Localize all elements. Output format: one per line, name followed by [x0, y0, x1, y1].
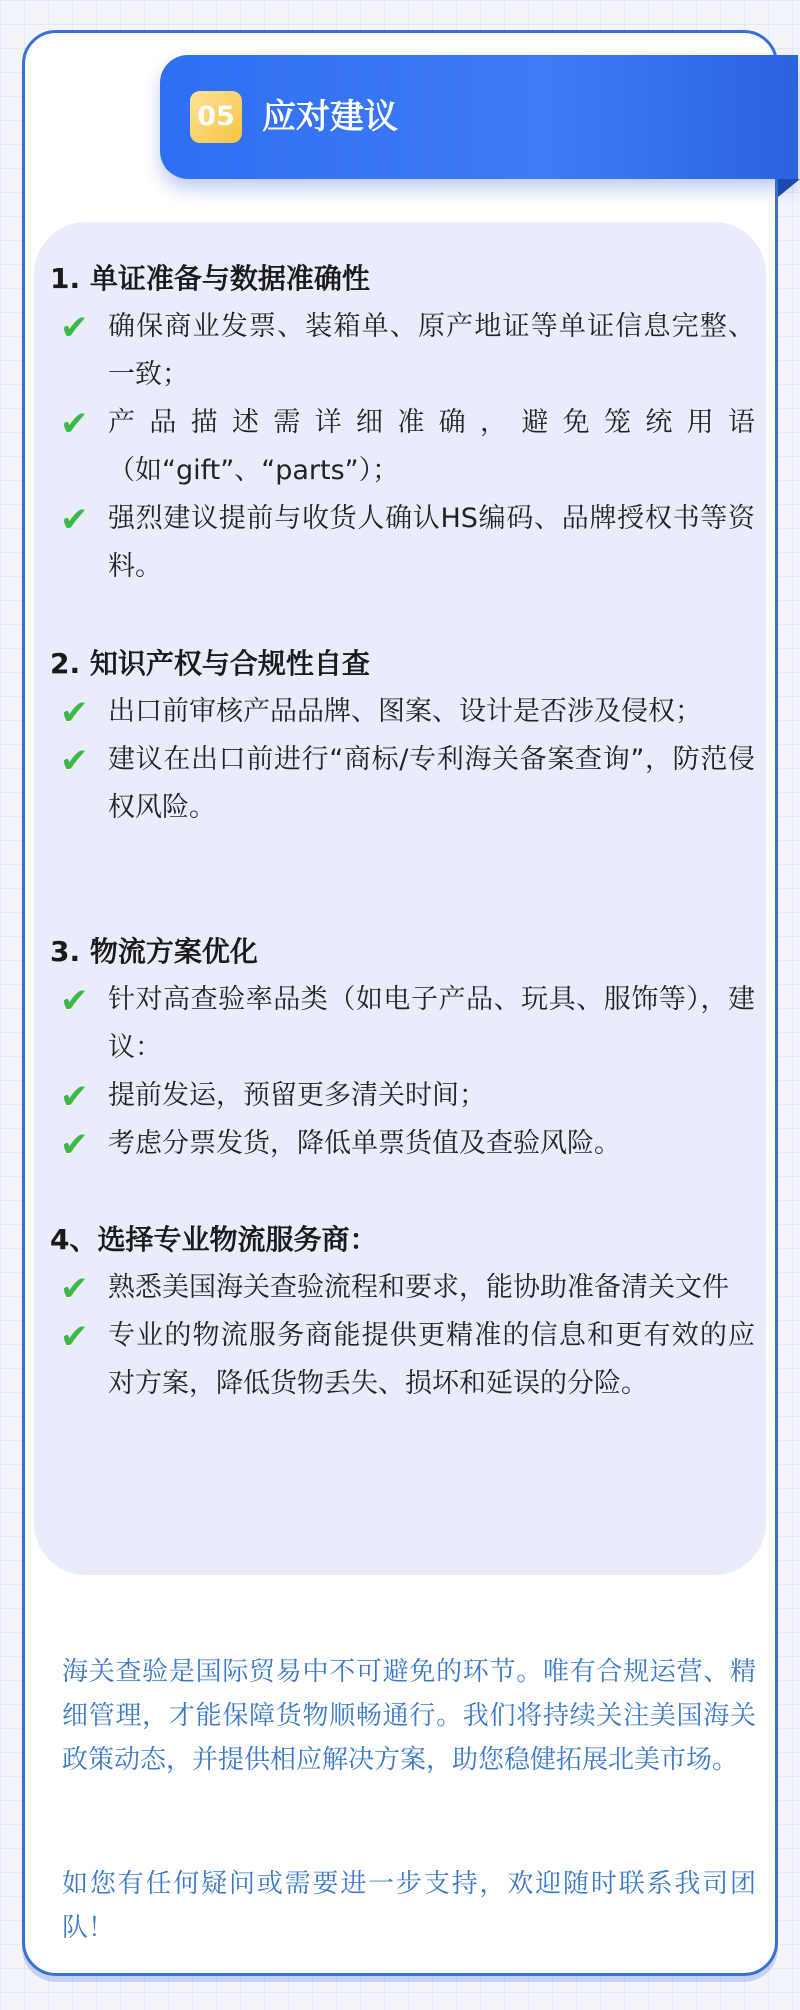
check-icon: ✔ [60, 500, 89, 540]
advice-section-3 [50, 928, 755, 1168]
list-item: ✔ 产品描述需详细准确，避免笼统用语（如“gift”、“parts”）； [50, 399, 755, 495]
list-item: ✔ 确保商业发票、装箱单、原产地证等单证信息完整、一致； [50, 303, 755, 399]
list-item: ✔ 出口前审核产品品牌、图案、设计是否涉及侵权； [50, 688, 755, 736]
check-icon: ✔ [60, 308, 89, 348]
list-item: ✔ 专业的物流服务商能提供更精准的信息和更有效的应对方案，降低货物丢失、损坏和延误的分险。 [50, 1312, 755, 1408]
check-icon: ✔ [60, 404, 89, 444]
advice-section-4 [50, 1216, 755, 1408]
section-banner [160, 55, 798, 179]
check-icon: ✔ [60, 1077, 89, 1117]
list-item: ✔ 针对高查验率品类（如电子产品、玩具、服饰等），建议： [50, 976, 755, 1072]
section-title: 应对建议 [262, 97, 398, 137]
advice-section-1 [50, 255, 755, 591]
check-icon: ✔ [60, 693, 89, 733]
advice-section-2 [50, 640, 755, 832]
section-number-badge: 05 [190, 91, 242, 143]
check-icon: ✔ [60, 1125, 89, 1165]
list-item: ✔ 考虑分票发货，降低单票货值及查验风险。 [50, 1120, 755, 1168]
list-item: ✔ 强烈建议提前与收货人确认HS编码、品牌授权书等资料。 [50, 495, 755, 591]
list-item: ✔ 建议在出口前进行“商标/专利海关备案查询”，防范侵权风险。 [50, 736, 755, 832]
closing-paragraph-1: 海关查验是国际贸易中不可避免的环节。唯有合规运营、精细管理，才能保障货物顺畅通行。我们将持续关注美国海关政策动态，并提供相应解决方案，助您稳健拓展北美市场。 [62, 1657, 756, 1775]
list-item: ✔ 熟悉美国海关查验流程和要求，能协助准备清关文件 [50, 1264, 755, 1312]
advice-section-title: 4、选择专业物流服务商： [50, 1223, 378, 1256]
check-icon: ✔ [60, 1317, 89, 1357]
closing-paragraph-2: 如您有任何疑问或需要进一步支持，欢迎随时联系我司团队！ [62, 1869, 756, 1943]
advice-section-title: 3. 物流方案优化 [50, 935, 258, 968]
check-icon: ✔ [60, 1269, 89, 1309]
check-icon: ✔ [60, 981, 89, 1021]
banner-fold [778, 179, 800, 197]
advice-section-title: 2. 知识产权与合规性自查 [50, 647, 370, 680]
list-item: ✔ 提前发运，预留更多清关时间； [50, 1072, 755, 1120]
check-icon: ✔ [60, 741, 89, 781]
advice-section-title: 1. 单证准备与数据准确性 [50, 262, 370, 295]
